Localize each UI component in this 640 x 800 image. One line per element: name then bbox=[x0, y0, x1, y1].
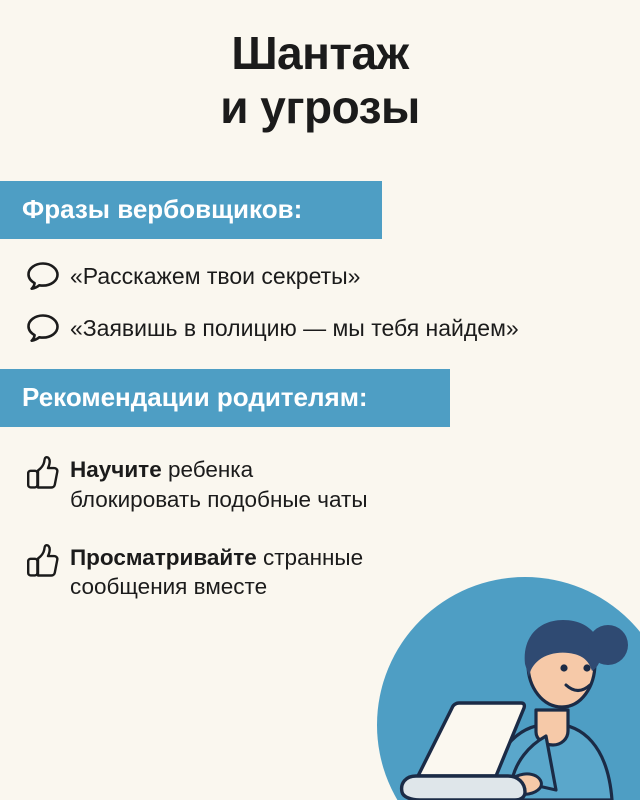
list-item bbox=[0, 453, 640, 514]
recommendation-keyword: Научите bbox=[70, 457, 162, 483]
phrase-text: «Расскажем твои секреты» bbox=[70, 262, 361, 289]
phrase-text: «Заявишь в полицию — мы тебя найдем» bbox=[70, 314, 519, 341]
page-title bbox=[0, 0, 640, 135]
recommendation-line-2: сообщения вместе bbox=[70, 574, 268, 600]
list-item bbox=[0, 311, 640, 343]
section-phrases bbox=[0, 135, 640, 239]
thumbs-up-icon bbox=[26, 541, 70, 581]
section-banner-phrases: Фразы вербовщиков: bbox=[0, 181, 382, 239]
speech-bubble-icon bbox=[26, 259, 70, 291]
thumbs-up-icon bbox=[26, 453, 70, 493]
list-item bbox=[0, 541, 640, 602]
recommendation-rest: ребенка bbox=[161, 457, 254, 483]
phrases-list bbox=[0, 259, 640, 344]
section-banner-recommendations: Рекомендации родителям: bbox=[0, 369, 450, 427]
section-recommendations bbox=[0, 343, 640, 427]
page-title-line-1: Шантаж bbox=[231, 27, 409, 79]
page-title-line-2: и угрозы bbox=[220, 81, 420, 134]
recommendation-keyword: Просматривайте bbox=[70, 544, 257, 570]
recommendation-rest: странные bbox=[256, 544, 364, 570]
recommendations-list bbox=[0, 453, 640, 602]
recommendation-line-2: блокировать подобные чаты bbox=[70, 486, 368, 512]
speech-bubble-icon bbox=[26, 311, 70, 343]
recommendation-text bbox=[70, 453, 368, 514]
list-item bbox=[0, 259, 640, 291]
recommendation-text bbox=[70, 541, 363, 602]
